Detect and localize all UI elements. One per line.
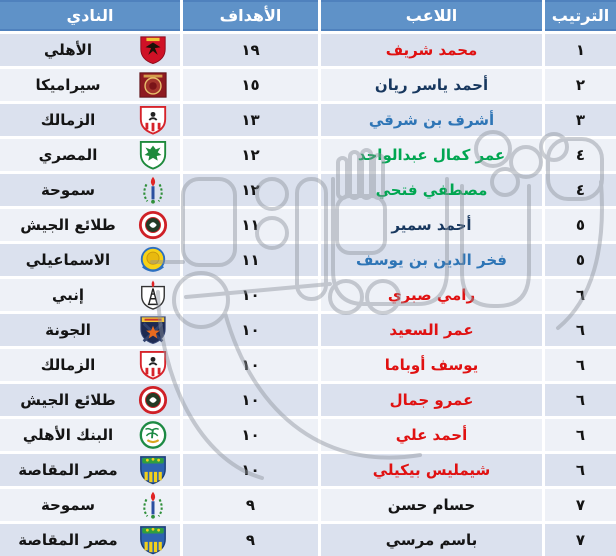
rank-cell: ٤ <box>545 139 616 171</box>
rank-cell: ٦ <box>545 349 616 381</box>
player-name-cell: عمر كمال عبدالواحد <box>321 139 542 171</box>
player-name-cell: حسام حسن <box>321 489 542 521</box>
goals-cell: ١٩ <box>183 34 318 66</box>
goals-cell: ١٠ <box>183 279 318 311</box>
club-name: سموحة <box>40 180 96 199</box>
club-name: الأهلي <box>43 40 92 59</box>
club-cell <box>0 104 180 136</box>
makkasa-logo-icon <box>138 524 168 556</box>
el-gaish-logo-icon <box>138 384 168 416</box>
rank-cell: ٥ <box>545 209 616 241</box>
club-cell <box>0 349 180 381</box>
club-name: المصري <box>38 145 98 164</box>
club-name: البنك الأهلي <box>22 425 114 444</box>
rank-cell: ٢ <box>545 69 616 101</box>
header-rank: الترتيب <box>545 0 616 31</box>
player-name-cell: عمرو جمال <box>321 384 542 416</box>
rank-cell: ٦ <box>545 454 616 486</box>
goals-cell: ١٠ <box>183 454 318 486</box>
smouha-logo-icon <box>138 174 168 206</box>
ceramica-logo-icon <box>138 69 168 101</box>
player-name-cell: رامي صبري <box>321 279 542 311</box>
rank-cell: ٦ <box>545 384 616 416</box>
club-cell <box>0 244 180 276</box>
header-club: النادي <box>0 0 180 31</box>
player-name-cell: شيمليس بيكيلي <box>321 454 542 486</box>
el-gouna-logo-icon <box>138 314 168 346</box>
club-cell <box>0 314 180 346</box>
rank-cell: ٤ <box>545 174 616 206</box>
player-name-cell: فخر الدين بن يوسف <box>321 244 542 276</box>
player-name-cell: أحمد سمير <box>321 209 542 241</box>
rank-cell: ٣ <box>545 104 616 136</box>
header-goals: الأهداف <box>183 0 318 31</box>
smouha-logo-icon <box>138 489 168 521</box>
ismaily-logo-icon <box>138 244 168 276</box>
club-name: مصر المقاصة <box>18 460 118 479</box>
goals-cell: ١٢ <box>183 174 318 206</box>
club-cell <box>0 174 180 206</box>
club-name: الزمالك <box>40 110 96 129</box>
goals-cell: ٩ <box>183 524 318 556</box>
zamalek-logo-icon <box>138 104 168 136</box>
club-cell <box>0 69 180 101</box>
player-name-cell: عمر السعيد <box>321 314 542 346</box>
player-name-cell: باسم مرسي <box>321 524 542 556</box>
player-name-cell: أحمد علي <box>321 419 542 451</box>
goals-cell: ١١ <box>183 244 318 276</box>
el-gaish-logo-icon <box>138 209 168 241</box>
player-name-cell: مصطفي فتحي <box>321 174 542 206</box>
rank-cell: ٧ <box>545 524 616 556</box>
goals-cell: ٩ <box>183 489 318 521</box>
goals-cell: ١٢ <box>183 139 318 171</box>
club-cell <box>0 34 180 66</box>
nbe-logo-icon <box>138 419 168 451</box>
club-cell <box>0 454 180 486</box>
club-cell <box>0 419 180 451</box>
club-cell <box>0 209 180 241</box>
club-name: الاسماعيلي <box>25 250 111 269</box>
goals-cell: ١٠ <box>183 384 318 416</box>
header-player: اللاعب <box>321 0 542 31</box>
club-cell <box>0 384 180 416</box>
club-name: إنبي <box>51 285 85 304</box>
enppi-logo-icon <box>138 279 168 311</box>
rank-cell: ٦ <box>545 279 616 311</box>
rank-cell: ٦ <box>545 419 616 451</box>
club-cell <box>0 489 180 521</box>
club-name: طلائع الجيش <box>20 215 116 234</box>
club-cell <box>0 279 180 311</box>
rank-cell: ١ <box>545 34 616 66</box>
zamalek-logo-icon <box>138 349 168 381</box>
goals-cell: ١٠ <box>183 349 318 381</box>
club-cell <box>0 524 180 556</box>
club-name: مصر المقاصة <box>18 530 118 549</box>
makkasa-logo-icon <box>138 454 168 486</box>
al-ahly-logo-icon <box>138 34 168 66</box>
player-name-cell: محمد شريف <box>321 34 542 66</box>
player-name-cell: أحمد ياسر ريان <box>321 69 542 101</box>
club-cell <box>0 139 180 171</box>
rank-cell: ٧ <box>545 489 616 521</box>
goals-cell: ١٠ <box>183 314 318 346</box>
club-name: سيراميكا <box>35 75 101 94</box>
club-name: الزمالك <box>40 355 96 374</box>
goals-cell: ١٣ <box>183 104 318 136</box>
player-name-cell: يوسف أوباما <box>321 349 542 381</box>
club-name: طلائع الجيش <box>20 390 116 409</box>
rank-cell: ٥ <box>545 244 616 276</box>
player-name-cell: أشرف بن شرقي <box>321 104 542 136</box>
club-name: سموحة <box>40 495 96 514</box>
al-masry-logo-icon <box>138 139 168 171</box>
goals-cell: ١٠ <box>183 419 318 451</box>
rank-cell: ٦ <box>545 314 616 346</box>
goals-cell: ١١ <box>183 209 318 241</box>
club-name: الجونة <box>45 320 91 339</box>
goals-cell: ١٥ <box>183 69 318 101</box>
